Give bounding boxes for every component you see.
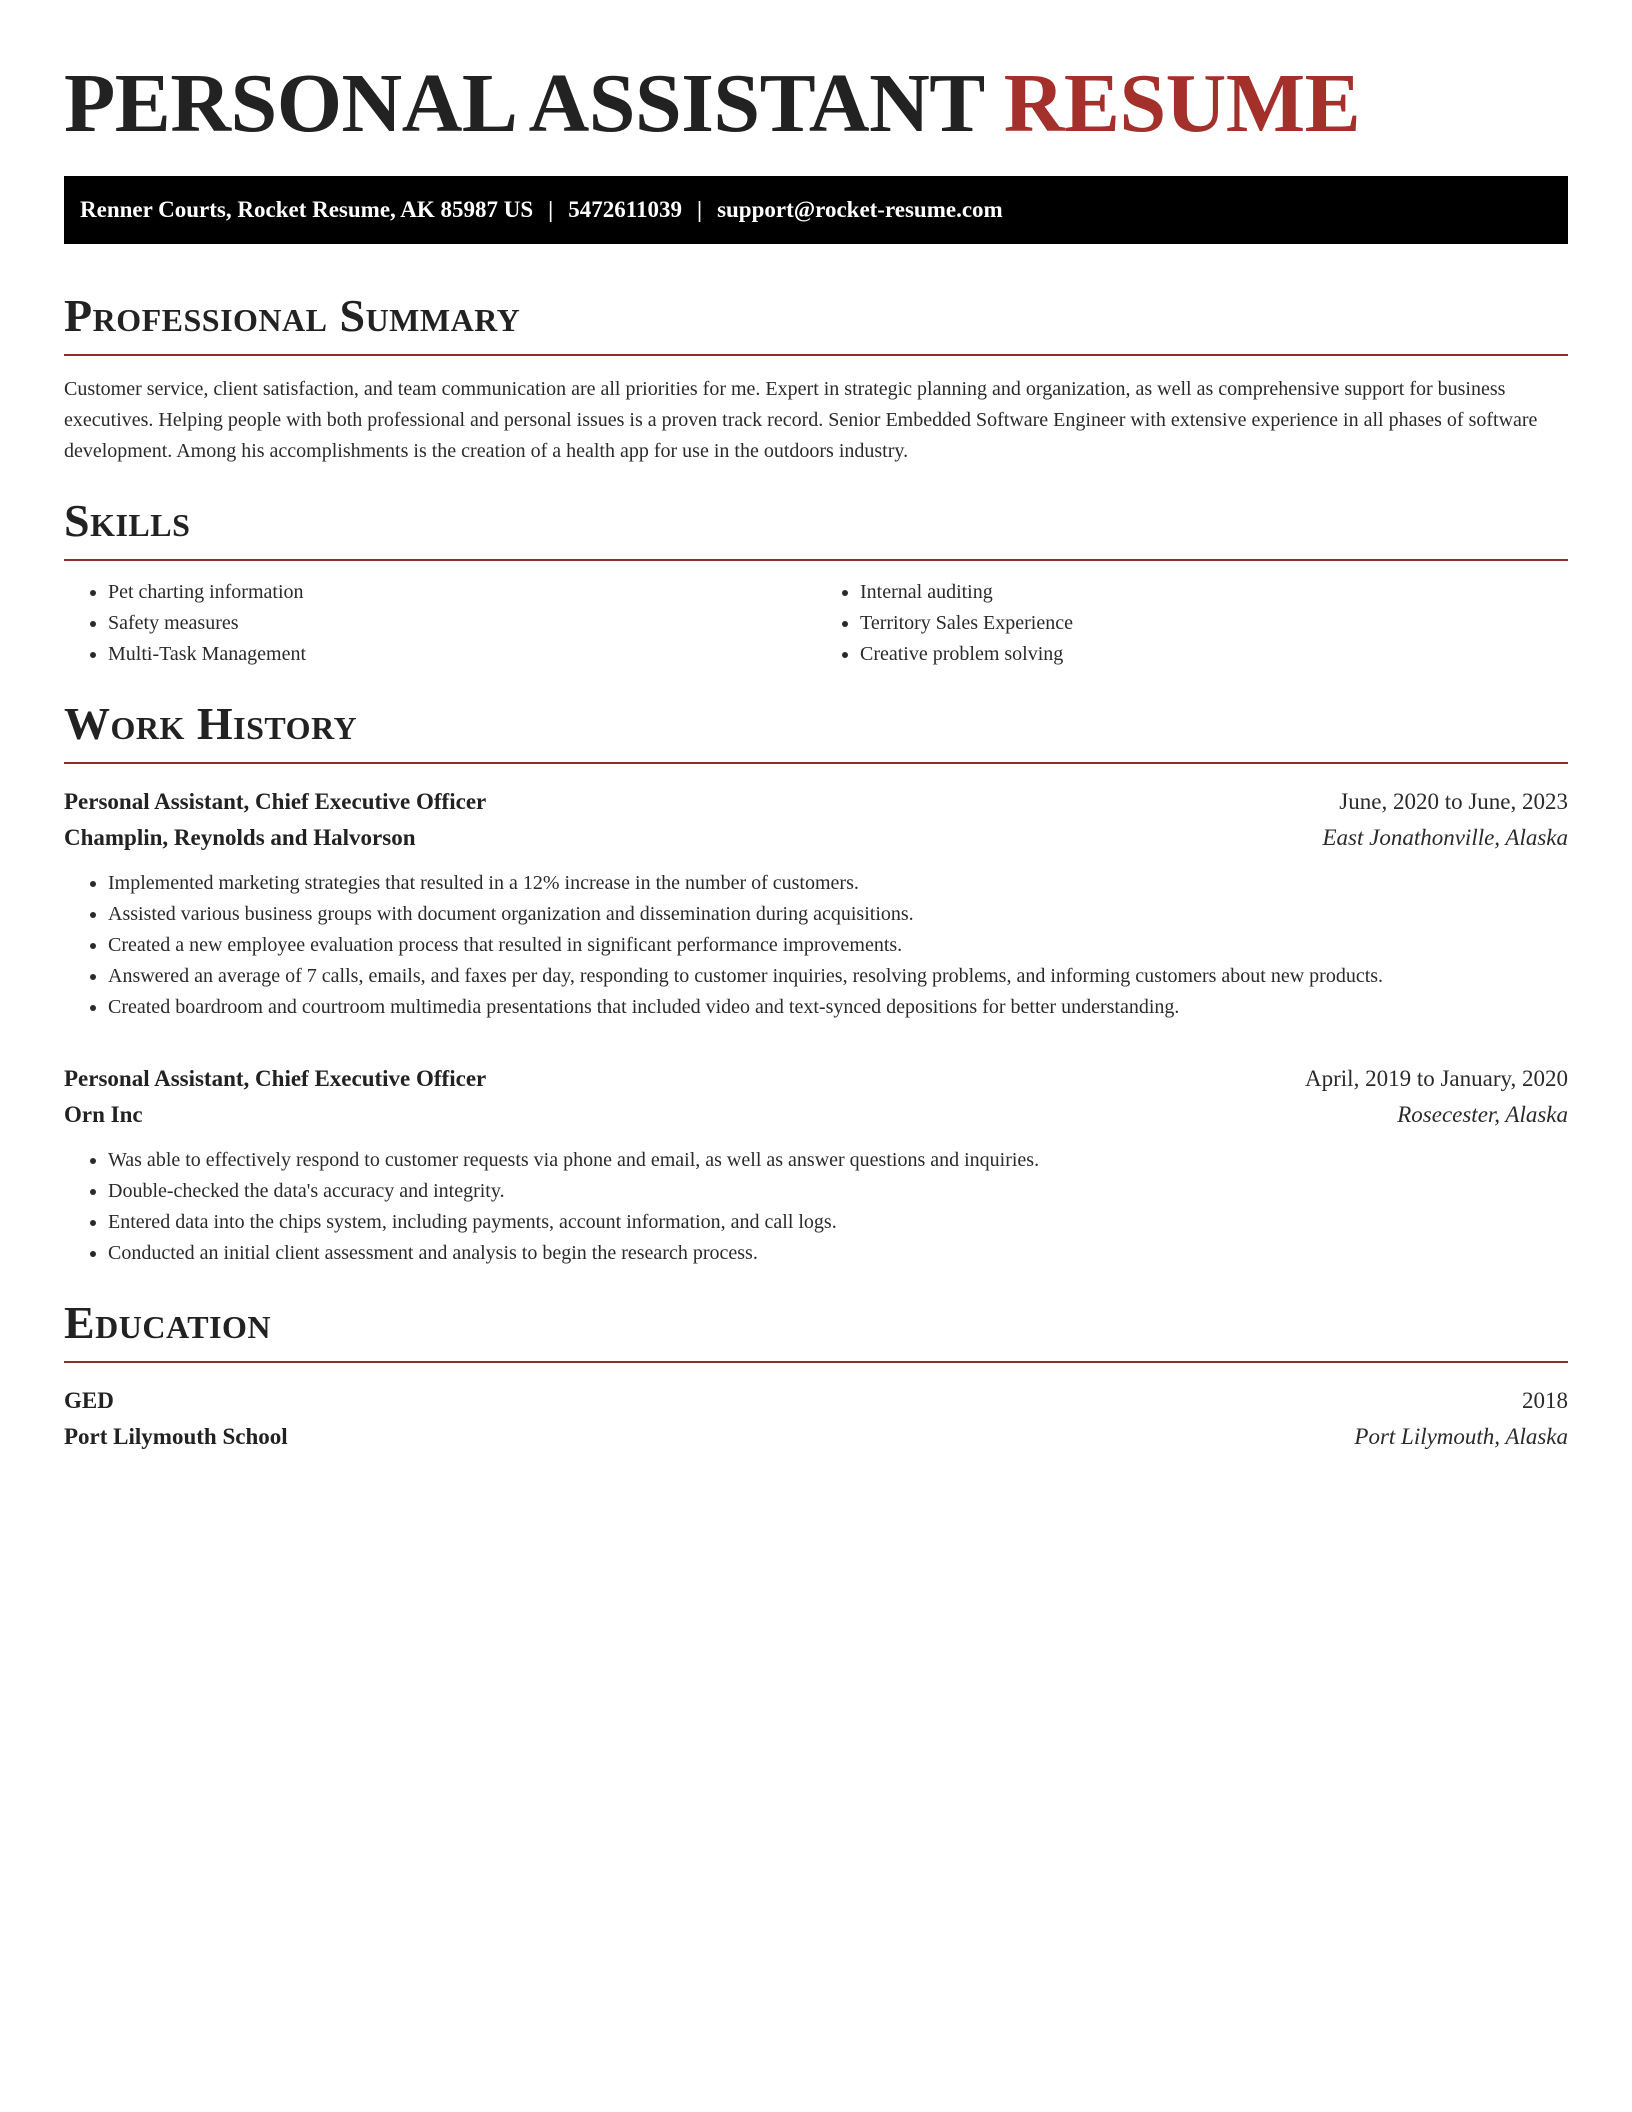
section-heading-work: Work History [64,698,358,749]
job-title: Personal Assistant, Chief Executive Officer [64,1066,487,1091]
job-dates: June, 2020 to June, 2023 [1339,789,1568,814]
contact-bar [64,176,1568,244]
skill-item: • Multi-Task Management [108,639,816,670]
education-school: Port Lilymouth School [64,1424,288,1449]
summary-text: Customer service, client satisfaction, and team communication are all priorities for me. Expert in strategic planning and organization, as well as comprehensive support for business executives. Helping people with both professional and personal issues is a proven track record. Senior Embedded Software Engineer with extensive experience in all phases of software development. Among his accomplishments is the creation of a health app for use in the outdoors industry. [64,378,1538,462]
education-entry [64,1383,1568,1455]
job-bullet: • Double-checked the data's accuracy and integrity. [108,1176,1568,1207]
job-dates: April, 2019 to January, 2020 [1305,1066,1568,1091]
work-history-section [64,698,1568,1269]
job-bullet: • Answered an average of 7 calls, emails, and faxes per day, responding to customer inquiries, resolving problems, and informing customers about new products. [108,961,1568,992]
education-section [64,1297,1568,1455]
job-company: Champlin, Reynolds and Halvorson [64,825,416,850]
resume-title [64,56,1568,152]
contact-address: Renner Courts, Rocket Resume, AK 85987 US [80,197,534,222]
section-divider [64,1361,1568,1363]
skill-item: • Territory Sales Experience [860,608,1568,639]
skill-item: • Pet charting information [108,577,816,608]
professional-summary-section [64,290,1568,467]
job-location: East Jonathonville, Alaska [1322,825,1568,850]
job-company-row [64,820,1568,856]
section-heading-skills: Skills [64,495,191,546]
job-location: Rosecester, Alaska [1397,1102,1568,1127]
contact-email: support@rocket-resume.com [717,197,1003,222]
skill-item: • Creative problem solving [860,639,1568,670]
skills-column-right [816,577,1568,670]
job-entry [64,784,1568,1023]
job-bullet: • Entered data into the chips system, including payments, account information, and call logs. [108,1207,1568,1238]
job-bullets [64,1145,1568,1269]
job-bullet: • Created a new employee evaluation process that resulted in significant performance improvements. [108,930,1568,961]
title-main: PERSONAL ASSISTANT [64,57,1004,150]
contact-phone: 5472611039 [568,197,682,222]
education-school-row [64,1419,1568,1455]
contact-separator: | [548,197,554,222]
education-year: 2018 [1522,1388,1568,1413]
skill-item: • Internal auditing [860,577,1568,608]
skills-grid [64,577,1568,670]
job-bullet: • Conducted an initial client assessment and analysis to begin the research process. [108,1238,1568,1269]
education-degree: GED [64,1388,114,1413]
section-heading-education: Education [64,1297,272,1348]
education-degree-row [64,1383,1568,1419]
title-accent: RESUME [1003,57,1361,150]
contact-separator: | [696,197,703,222]
job-company-row [64,1097,1568,1133]
job-header-row [64,784,1568,820]
job-bullet: • Created boardroom and courtroom multimedia presentations that included video and text-synced depositions for better understanding. [108,992,1568,1023]
job-company: Orn Inc [64,1102,143,1127]
job-title: Personal Assistant, Chief Executive Officer [64,789,487,814]
section-divider [64,762,1568,764]
job-bullet: • Was able to effectively respond to customer requests via phone and email, as well as answer questions and inquiries. [108,1145,1568,1176]
skills-column-left [64,577,816,670]
job-bullet: • Assisted various business groups with document organization and dissemination during acquisitions. [108,899,1568,930]
skill-item: • Safety measures [108,608,816,639]
job-bullets [64,868,1568,1023]
section-heading-summary: Professional Summary [64,290,521,341]
job-entry [64,1061,1568,1269]
section-divider [64,559,1568,561]
job-bullet: • Implemented marketing strategies that resulted in a 12% increase in the number of customers. [108,868,1568,899]
section-divider [64,354,1568,356]
job-header-row [64,1061,1568,1097]
education-location: Port Lilymouth, Alaska [1354,1424,1568,1449]
skills-section [64,495,1568,670]
